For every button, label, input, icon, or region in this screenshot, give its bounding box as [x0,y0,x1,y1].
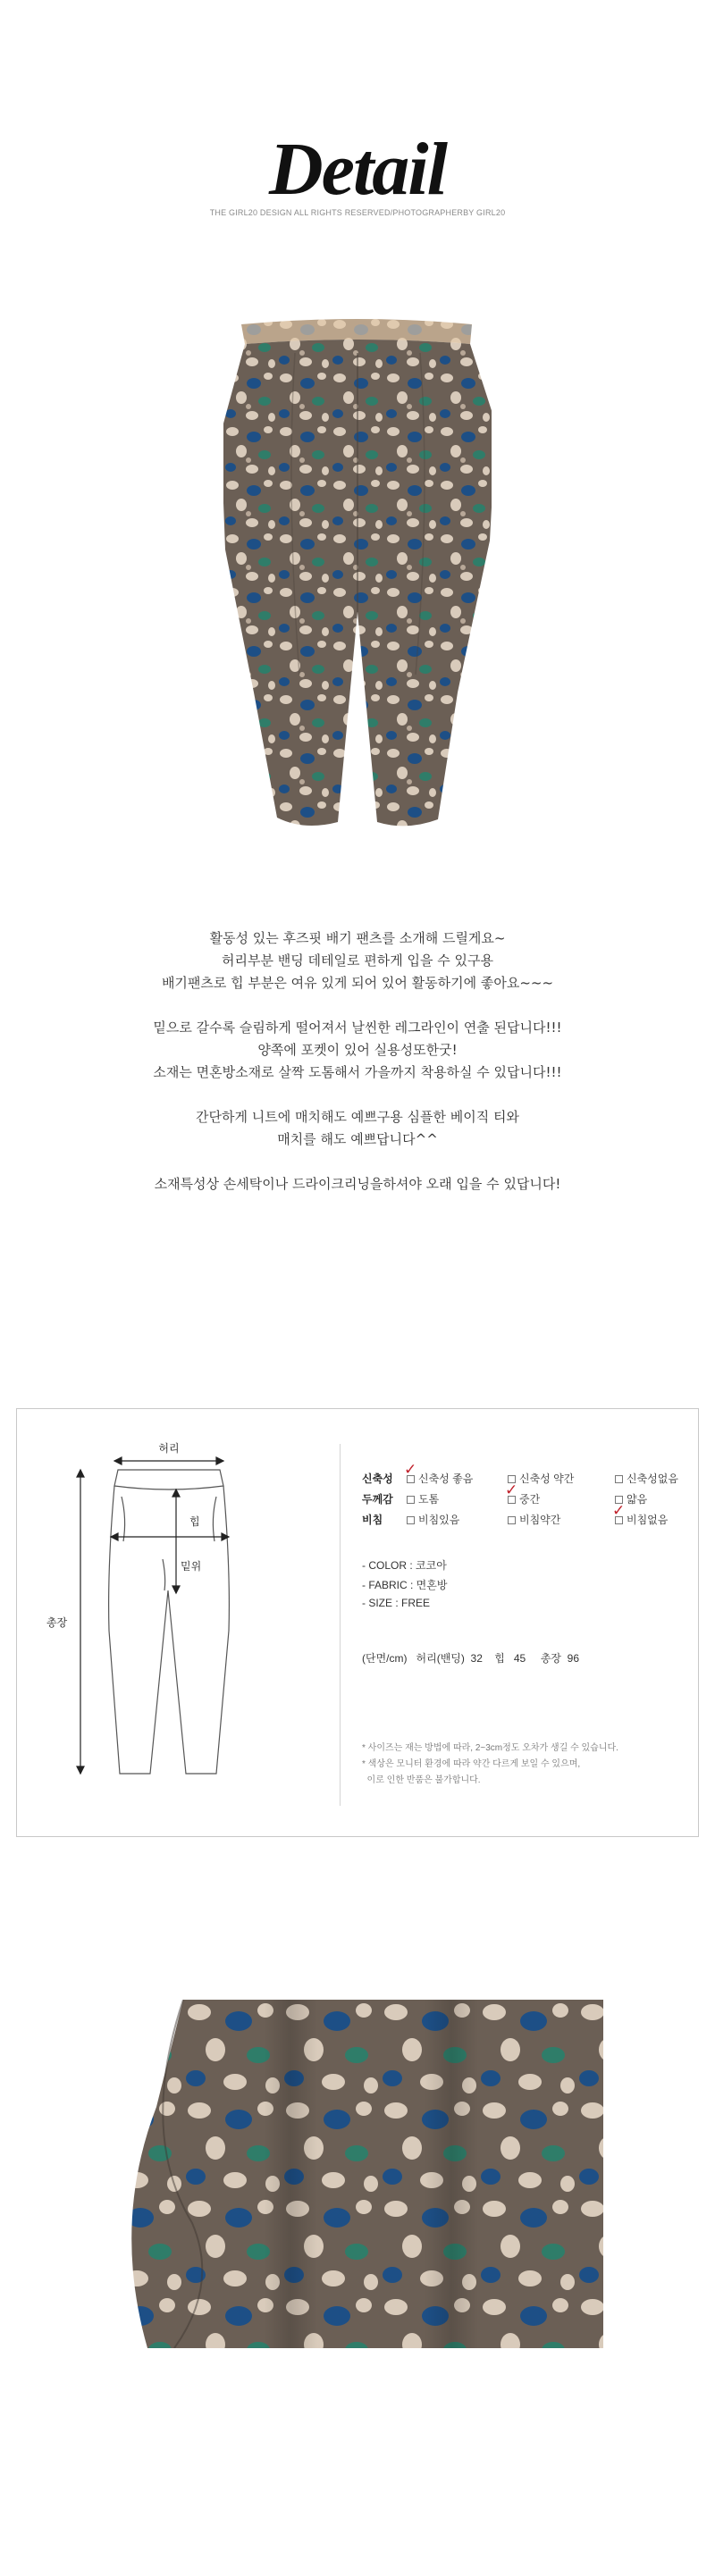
description-paragraph-4 [72,1173,644,1196]
product-description [72,927,644,1218]
description-paragraph-1 [72,927,644,994]
option-label: 비침약간 [519,1514,561,1526]
spec-size: - SIZE : FREE [362,1597,431,1609]
option-label: 비침있음 [418,1514,460,1526]
description-paragraph-3 [72,1106,644,1151]
spec-label-stretch: 신축성 [362,1473,393,1485]
spec-note-1: * 사이즈는 재는 방법에 따라, 2~3cm정도 오차가 생길 수 있습니다. [362,1743,618,1753]
description-line: 배기팬츠로 힙 부분은 여유 있게 되어 있어 활동하기에 좋아요~~~ [161,975,554,991]
spec-color: - COLOR : 코코아 [362,1559,447,1572]
check-mark-icon: ✓ [404,1461,417,1478]
spec-divider [340,1444,341,1806]
option-stretch-none [615,1471,678,1486]
description-line: 매치를 해도 예쁘답니다^^ [277,1131,438,1147]
description-line: 소재특성상 손세탁이나 드라이크리닝을하셔야 오래 입을 수 있답니다! [154,1176,561,1192]
description-line: 허리부분 밴딩 데테일로 편하게 입을 수 있구용 [222,952,493,969]
copyright-subtitle: THE GIRL20 DESIGN ALL RIGHTS RESERVED/PHOTOGRAPHERBY GIRL20 [209,208,506,217]
size-diagram [45,1434,286,1791]
diagram-label-hip: 힙 [189,1515,200,1528]
diagram-label-length: 총장 [46,1616,68,1629]
spec-measurements: (단면/cm) 허리(밴딩) 32 힙 45 총장 96 [362,1652,580,1665]
description-line: 소재는 면혼방소재로 살짝 도톰해서 가을까지 착용하실 수 있답니다!!! [153,1064,562,1080]
option-label: 신축성 약간 [519,1473,575,1485]
option-label: 비침없음 [627,1514,669,1526]
checkbox-icon [615,1475,623,1483]
description-line: 간단하게 니트에 매치해도 예쁘구용 심플한 베이직 티와 [196,1109,519,1125]
fabric-closeup-photo [85,2000,603,2348]
option-thickness-thick [407,1491,439,1506]
spec-note-3: 이로 인한 반품은 불가합니다. [362,1775,481,1785]
option-sheer-some [508,1512,560,1527]
option-sheer-yes [407,1512,459,1527]
description-paragraph-2 [72,1017,644,1084]
option-label: 신축성없음 [627,1473,678,1485]
spec-fabric: - FABRIC : 면혼방 [362,1579,448,1591]
checkbox-icon [508,1516,516,1524]
description-line: 밑으로 갈수록 슬림하게 떨어져서 날씬한 레그라인이 연출 된답니다!!! [153,1019,562,1036]
spec-note-2: * 색상은 모니터 환경에 따라 약간 다르게 보일 수 있으며, [362,1759,581,1769]
diagram-label-rise: 밑위 [181,1560,202,1573]
description-line: 활동성 있는 후즈핏 배기 팬츠를 소개해 드릴게요~ [209,930,506,946]
option-label: 신축성 좋음 [418,1473,474,1485]
option-label: 도톰 [418,1493,440,1506]
pants-outline [109,1470,230,1774]
check-mark-icon: ✓ [505,1481,518,1498]
page-title: Detail [269,128,446,211]
spec-label-sheerness: 비침 [362,1514,383,1526]
checkbox-icon [407,1516,415,1524]
spec-label-thickness: 두께감 [362,1493,393,1506]
check-mark-icon: ✓ [612,1502,626,1519]
checkbox-icon [407,1496,415,1504]
description-line: 양쪽에 포켓이 있어 실용성또한굿! [257,1042,458,1058]
option-label: 얇음 [627,1493,648,1506]
product-photo-pants [223,317,492,844]
option-label: 중간 [519,1493,541,1506]
diagram-label-waist: 허리 [158,1442,180,1455]
